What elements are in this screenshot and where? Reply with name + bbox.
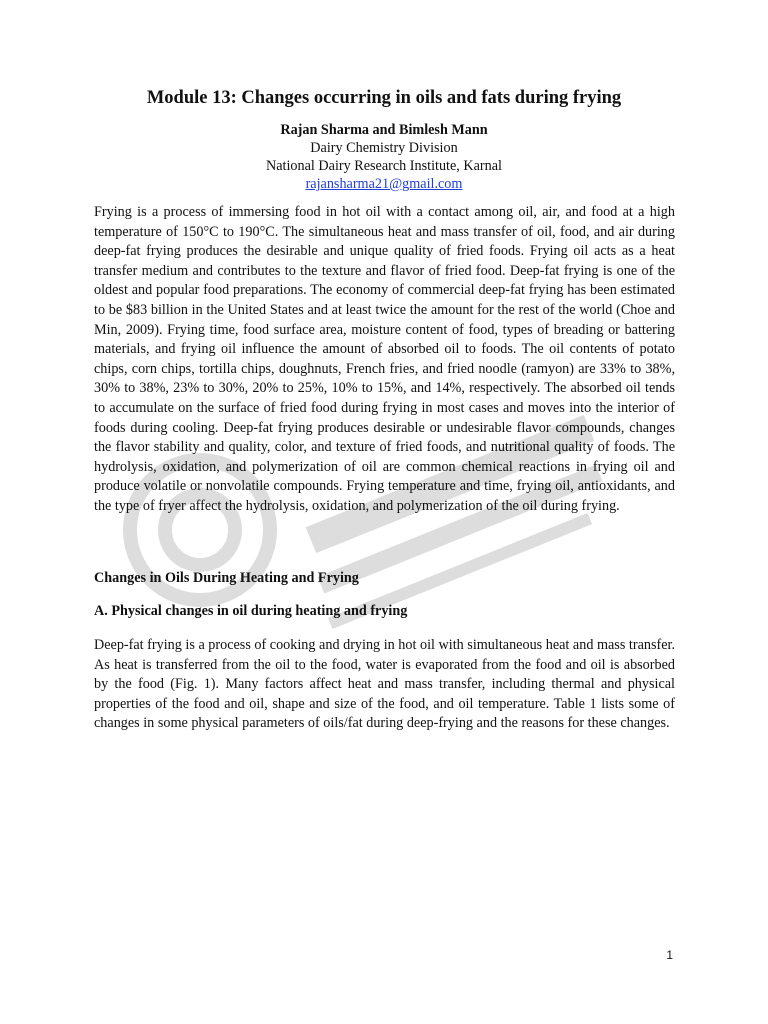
- section-heading: Changes in Oils During Heating and Frying: [94, 570, 359, 586]
- subsection-paragraph: Deep-fat frying is a process of cooking and drying in hot oil with simultaneous heat and mass transfer. As heat is transferred from the oil to the food, water is evaporated from the food and oil is absorbed by the food (Fig. 1). Many factors affect heat and mass transfer, including thermal and physical properties of the food and oil, shape and size of the food, and oil temperature. Table 1 lists some of changes in some physical parameters of oils/fat during deep-frying and the reasons for these changes.: [94, 637, 675, 732]
- affiliation-division: Dairy Chemistry Division: [310, 140, 458, 156]
- page-number: 1: [666, 948, 673, 962]
- intro-paragraph: Frying is a process of immersing food in hot oil with a contact among oil, air, and food at a high temperature of 150°C to 190°C. The simultaneous heat and mass transfer of oil, food, and air during deep-fat frying produces the desirable and unique quality of fried foods. Frying oil acts as a heat transfer medium and contributes to the texture and flavor of fried food. Deep-fat frying is one of the oldest and popular food preparations. The economy of commercial deep-fat frying has been estimated to be $83 billion in the United States and at least twice the amount for the rest of the world (Choe and Min, 2009). Frying time, food surface area, moisture content of food, types of breading or battering materials, and frying oil influence the amount of absorbed oil to foods. The oil contents of potato chips, corn chips, tortilla chips, doughnuts, French fries, and fried noodle (ramyon) are 33% to 38%, 30% to 38%, 23% to 30%, 20% to 25%, 10% to 15%, and 14%, respectively. The absorbed oil tends to accumulate on the surface of fried food during frying in most cases and moves into the interior of foods during cooling. Deep-fat frying produces desirable or undesirable flavor compounds, changes the flavor stability and quality, color, and texture of fried foods, and nutritional quality of foods. The hydrolysis, oxidation, and polymerization of oil are common chemical reactions in frying oil and produce volatile or nonvolatile compounds. Frying temperature and time, frying oil, antioxidants, and the type of fryer affect the hydrolysis, oxidation, and polymerization of the oil during frying.: [94, 204, 675, 514]
- author-names: Rajan Sharma and Bimlesh Mann: [280, 122, 488, 138]
- subsection-heading: A. Physical changes in oil during heating and frying: [94, 603, 408, 619]
- author-email-link[interactable]: rajansharma21@gmail.com: [305, 176, 463, 192]
- author-block: [0, 121, 768, 193]
- affiliation-institute: National Dairy Research Institute, Karnal: [266, 158, 502, 174]
- document-title: Module 13: Changes occurring in oils and fats during frying: [146, 88, 622, 108]
